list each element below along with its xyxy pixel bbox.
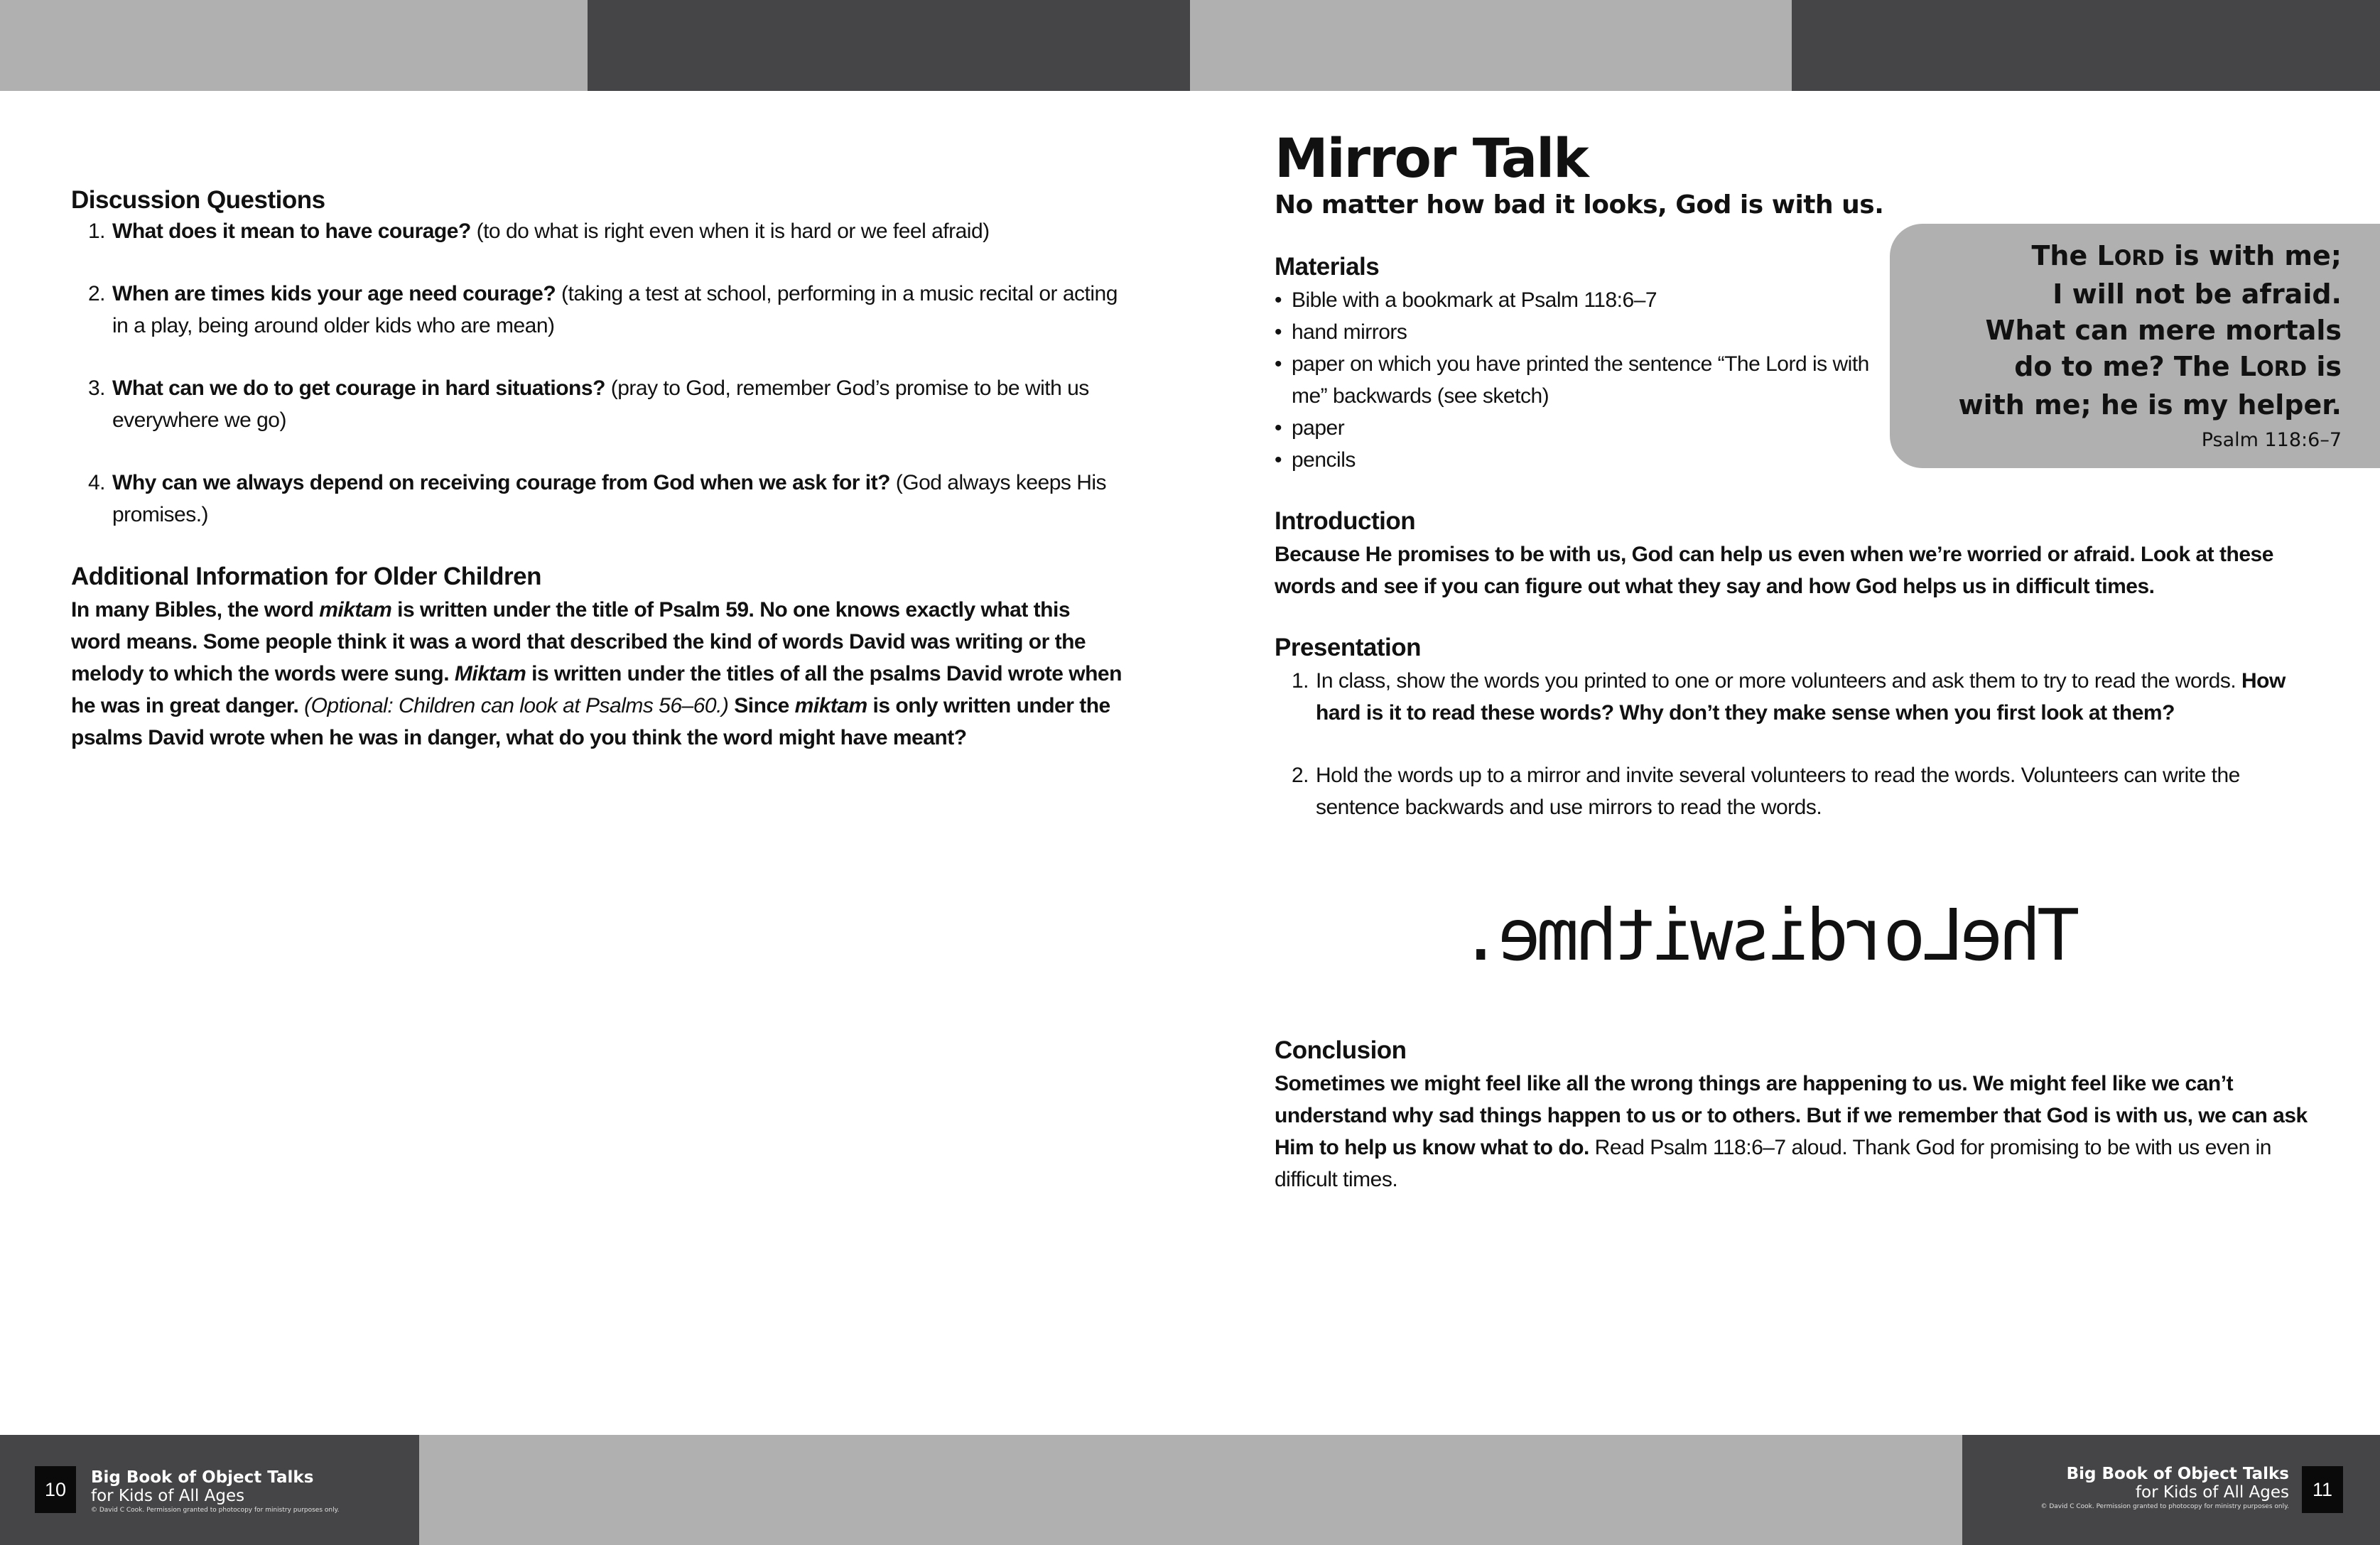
materials-list xyxy=(1275,284,1878,476)
list-item: • paper on which you have printed the sentence “The Lord is with me” backwards (see sketch) xyxy=(1275,348,1878,412)
answer-text: (God always keeps His promises.) xyxy=(112,471,1107,526)
scripture-text xyxy=(1918,238,2342,423)
text-run: is with me; xyxy=(2164,240,2342,271)
question-text: What does it mean to have courage? xyxy=(112,219,471,243)
optional-note: (Optional: Children can look at Psalms 56–60.) xyxy=(304,694,729,717)
presentation-steps xyxy=(1275,665,2326,823)
step-question: How hard is it to read these words? Why don’t they make sense when you first look at them? xyxy=(1316,669,2286,725)
item-number: 2. xyxy=(88,282,106,305)
conclusion-text xyxy=(1275,1068,2326,1196)
answer-text: (pray to God, remember God’s promise to be with us everywhere we go) xyxy=(112,376,1089,432)
page-title: Mirror Talk xyxy=(1275,126,1588,190)
question-text: Why can we always depend on receiving courage from God when we ask for it? xyxy=(112,471,890,494)
text-run: The xyxy=(2031,240,2097,271)
answer-text: (taking a test at school, performing in a music recital or acting in a play, being around older kids who are mean) xyxy=(112,282,1118,337)
text-run: L xyxy=(2097,240,2114,271)
text-run: Since xyxy=(728,694,795,717)
book-title: Big Book of Object Talks xyxy=(91,1468,314,1487)
scripture-line: with me; he is my helper. xyxy=(1958,389,2342,421)
book-branding-right xyxy=(2040,1465,2289,1512)
discussion-questions xyxy=(71,215,1123,531)
list-item xyxy=(1275,759,2326,823)
book-subtitle: for Kids of All Ages xyxy=(2135,1483,2289,1502)
italic-word: miktam xyxy=(794,694,867,717)
additional-info-paragraph xyxy=(71,594,1123,754)
conclusion-section xyxy=(1275,1034,2326,1196)
page-number-right: 11 xyxy=(2302,1466,2343,1513)
italic-word: miktam xyxy=(319,598,392,622)
list-item xyxy=(71,215,1123,247)
introduction-text: Because He promises to be with us, God can help us even when we’re worried or afraid. Look at these words and see if you can figure out what they say and how God helps us in difficult times. xyxy=(1275,543,2273,598)
copyright-line: © David C Cook. Permission granted to photocopy for ministry purposes only. xyxy=(2040,1503,2289,1510)
text-run: In many Bibles, the word xyxy=(71,598,320,622)
text-run: is xyxy=(2307,351,2342,382)
materials-heading: Materials xyxy=(1275,253,1380,281)
introduction-heading: Introduction xyxy=(1275,507,1416,535)
list-item: • paper xyxy=(1275,412,1878,444)
list-item: • hand mirrors xyxy=(1275,316,1878,348)
question-text: When are times kids your age need courage? xyxy=(112,282,556,305)
small-caps-run: ORD xyxy=(2114,246,2165,270)
conclusion-heading: Conclusion xyxy=(1275,1036,1407,1064)
text-run: is written under the title of Psalm 59. No one knows exactly what this word means. Some people think it was a word that described the kind of words David was writing or the melody to which the words were sung. xyxy=(71,598,1086,685)
list-item xyxy=(71,372,1123,436)
top-band-right-gray xyxy=(1190,0,1792,91)
mirrored-sketch-text: TheLordiswithme. xyxy=(1464,894,2080,977)
scripture-line: What can mere mortals xyxy=(1985,315,2342,346)
item-number: 2. xyxy=(1292,764,1309,787)
scripture-reference: Psalm 118:6–7 xyxy=(2201,429,2342,451)
list-item: • Bible with a bookmark at Psalm 118:6–7 xyxy=(1275,284,1878,316)
scripture-callout xyxy=(1890,224,2380,468)
text-run: do to me? The xyxy=(2014,351,2239,382)
top-band-left-dark xyxy=(588,0,1190,91)
page-number-left: 10 xyxy=(35,1466,76,1513)
text-run: is only written under the psalms David wrote when he was in danger, what do you think the word might have meant? xyxy=(71,694,1110,749)
book-title: Big Book of Object Talks xyxy=(2066,1465,2289,1483)
text-run: is written under the titles of all the psalms David wrote when he was in great danger. xyxy=(71,662,1122,717)
book-subtitle: for Kids of All Ages xyxy=(91,1487,245,1505)
step-text: In class, show the words you printed to one or more volunteers and ask them to try to read the words. xyxy=(1316,669,2242,693)
top-band-right-dark xyxy=(1792,0,2380,91)
italic-word: Miktam xyxy=(454,662,526,685)
additional-info-heading: Additional Information for Older Children xyxy=(71,563,541,590)
question-text: What can we do to get courage in hard situations? xyxy=(112,376,605,400)
conclusion-plain-text: Read Psalm 118:6–7 aloud. Thank God for promising to be with us even in difficult times. xyxy=(1275,1136,2271,1191)
scripture-line xyxy=(1918,349,2342,387)
item-number: 4. xyxy=(88,471,106,494)
scripture-line: I will not be afraid. xyxy=(2052,278,2342,310)
conclusion-bold-text: Sometimes we might feel like all the wrong things are happening to us. We might feel like we can’t understand why sad things happen to us or to others. But if we remember that God is with us, we can ask Him to help us know what to do. xyxy=(1275,1072,2308,1159)
list-item xyxy=(71,278,1123,342)
footer-band xyxy=(419,1435,1962,1545)
list-item xyxy=(71,467,1123,531)
item-number: 1. xyxy=(1292,669,1309,693)
answer-text: (to do what is right even when it is hard or we feel afraid) xyxy=(470,219,990,243)
item-number: 1. xyxy=(88,219,106,243)
copyright-line: © David C Cook. Permission granted to photocopy for ministry purposes only. xyxy=(91,1507,340,1514)
top-band-left-gray xyxy=(0,0,588,91)
step-text: Hold the words up to a mirror and invite several volunteers to read the words. Volunteers can write the sentence backwards and use mirrors to read the words. xyxy=(1316,764,2240,819)
page-subtitle: No matter how bad it looks, God is with us. xyxy=(1275,190,1884,219)
left-page-content xyxy=(71,183,1123,754)
discussion-heading: Discussion Questions xyxy=(71,186,325,214)
book-branding-left xyxy=(91,1468,340,1515)
small-caps-run: ORD xyxy=(2256,357,2308,381)
list-item xyxy=(1275,665,2326,729)
list-item: • pencils xyxy=(1275,444,1878,476)
presentation-heading: Presentation xyxy=(1275,634,1421,661)
scripture-line xyxy=(1918,238,2342,276)
item-number: 3. xyxy=(88,376,106,400)
text-run: L xyxy=(2239,351,2257,382)
